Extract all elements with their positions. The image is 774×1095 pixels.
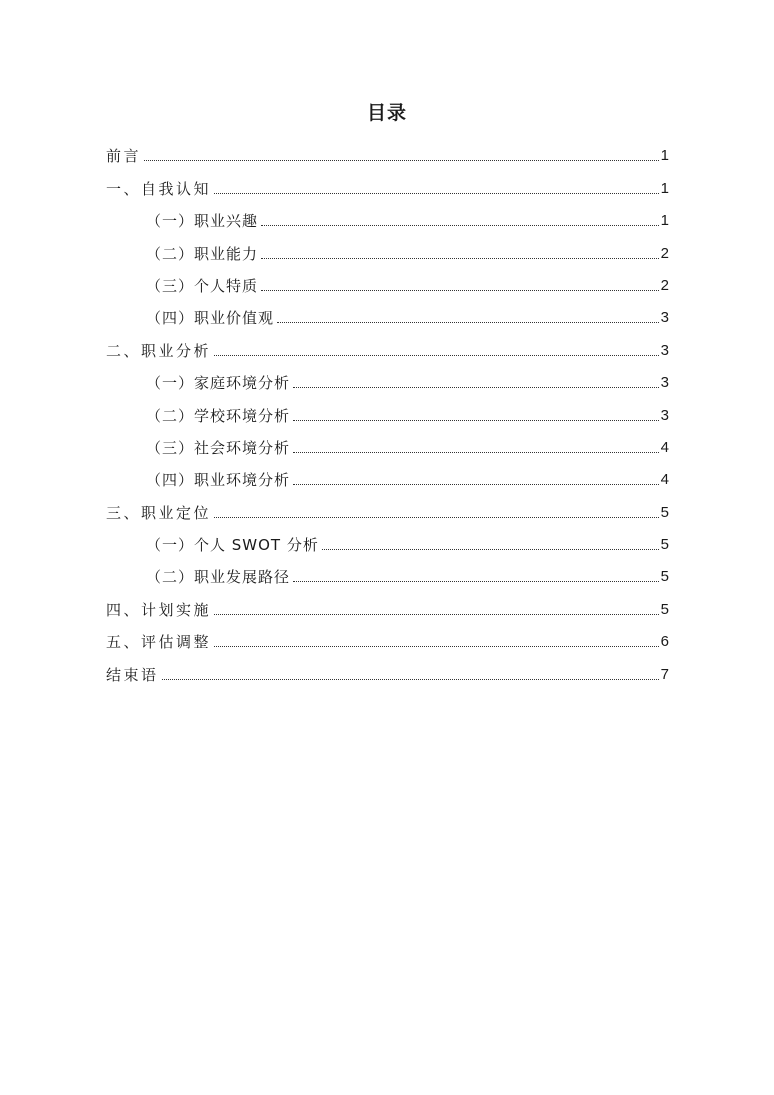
toc-entry-label: 二、职业分析	[106, 341, 212, 360]
toc-page-number: 5	[660, 568, 669, 586]
toc-page-number: 2	[660, 276, 669, 294]
toc-dot-leader	[144, 159, 659, 161]
toc-entry[interactable]	[106, 301, 669, 333]
toc-page-number: 1	[660, 212, 669, 230]
toc-entry[interactable]	[106, 269, 669, 301]
toc-dot-leader	[322, 548, 659, 550]
toc-entry-label: 四、计划实施	[106, 600, 212, 619]
toc-entry-label: （一）个人 SWOT 分析	[146, 536, 319, 555]
toc-entry[interactable]	[106, 592, 669, 624]
toc-entry-label: 五、评估调整	[106, 633, 212, 652]
toc-entry[interactable]	[106, 560, 669, 592]
toc-entry-label: 结束语	[106, 665, 159, 684]
toc-dot-leader	[214, 516, 659, 518]
toc-dot-leader	[214, 192, 659, 194]
toc-dot-leader	[293, 483, 659, 485]
toc-entry[interactable]	[106, 171, 669, 203]
toc-entry-label: （四）职业环境分析	[146, 471, 291, 490]
toc-page-number: 5	[660, 600, 669, 618]
toc-page-number: 5	[660, 503, 669, 521]
toc-entry[interactable]	[106, 333, 669, 365]
toc-dot-leader	[261, 289, 659, 291]
toc-entry[interactable]	[106, 204, 669, 236]
toc-entry-label: （一）家庭环境分析	[146, 374, 291, 393]
toc-page-number: 4	[660, 471, 669, 489]
toc-page-number: 4	[660, 438, 669, 456]
toc-dot-leader	[293, 580, 659, 582]
toc-entry[interactable]	[106, 139, 669, 171]
toc-page-number: 6	[660, 633, 669, 651]
toc-page-number: 1	[660, 147, 669, 165]
toc-entry-label: （四）职业价值观	[146, 309, 275, 328]
toc-entry-label: （三）社会环境分析	[146, 438, 291, 457]
toc-dot-leader	[293, 386, 659, 388]
toc-page-number: 3	[660, 406, 669, 424]
toc-entry[interactable]	[106, 431, 669, 463]
toc-entry-label: （二）职业发展路径	[146, 568, 291, 587]
toc-entry[interactable]	[106, 398, 669, 430]
toc-dot-leader	[162, 678, 659, 680]
toc-dot-leader	[214, 354, 659, 356]
toc-dot-leader	[261, 257, 659, 259]
toc-entry[interactable]	[106, 528, 669, 560]
toc-entry-label: 前言	[106, 147, 142, 166]
toc-entry[interactable]	[106, 495, 669, 527]
toc-entry-label: （二）职业能力	[146, 244, 259, 263]
toc-page-number: 3	[660, 374, 669, 392]
toc-dot-leader	[214, 645, 659, 647]
toc-page-number: 3	[660, 309, 669, 327]
toc-page-number: 7	[660, 665, 669, 683]
toc-entry[interactable]	[106, 366, 669, 398]
toc-entry-label: （二）学校环境分析	[146, 406, 291, 425]
toc-page-number: 1	[660, 179, 669, 197]
toc-page-number: 3	[660, 341, 669, 359]
toc-page-number: 5	[660, 536, 669, 554]
toc-entry[interactable]	[106, 463, 669, 495]
toc-page-number: 2	[660, 244, 669, 262]
toc-dot-leader	[277, 321, 659, 323]
toc-dot-leader	[261, 224, 659, 226]
toc-dot-leader	[293, 419, 659, 421]
toc-dot-leader	[214, 613, 659, 615]
toc-entry[interactable]	[106, 236, 669, 268]
toc-entry-label: （三）个人特质	[146, 276, 259, 295]
toc-list	[106, 139, 669, 690]
toc-entry[interactable]	[106, 657, 669, 689]
toc-title: 目录	[366, 102, 407, 124]
toc-entry-label: 一、自我认知	[106, 179, 212, 198]
toc-dot-leader	[293, 451, 659, 453]
toc-entry-label: （一）职业兴趣	[146, 212, 259, 231]
toc-entry-label: 三、职业定位	[106, 503, 212, 522]
toc-entry[interactable]	[106, 625, 669, 657]
